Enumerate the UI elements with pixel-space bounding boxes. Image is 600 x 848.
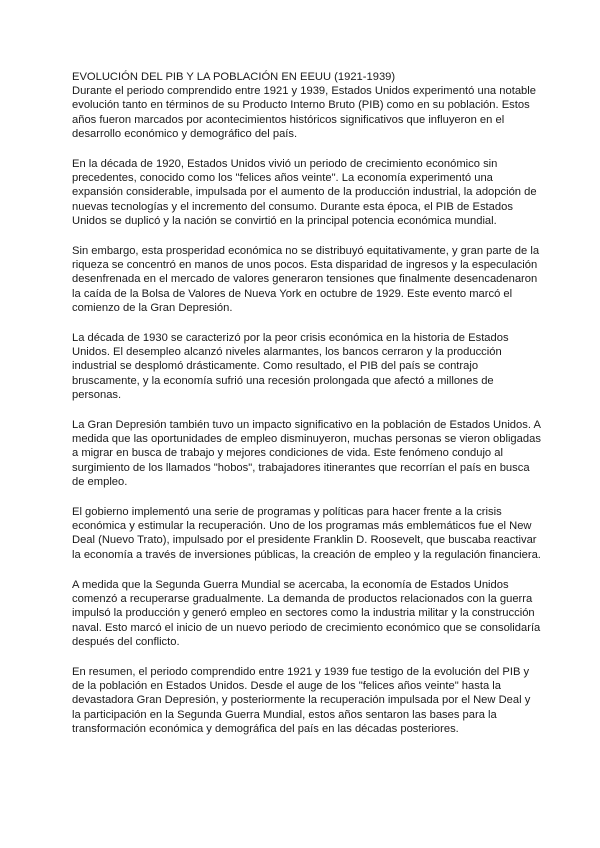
paragraph-1920s: En la década de 1920, Estados Unidos vivió un periodo de crecimiento económico sin precedentes, conocido como los "felices años veinte". La economía experimentó una expansión considerable, impulsada por el aumento de la producción industrial, la adopción de nuevas tecnologías y el incremento del consumo. Durante esta época, el PIB de Estados Unidos se duplicó y la nación se convirtió en la principal potencia económica mundial.: [72, 158, 537, 227]
paragraph-intro: Durante el periodo comprendido entre 1921 y 1939, Estados Unidos experimentó una notable evolución tanto en términos de su Producto Interno Bruto (PIB) como en su población. Estos años fueron marcados por acontecimientos históricos significativos que influyeron en el desarrollo económico y demográfico del país.: [72, 85, 536, 140]
document-title: EVOLUCIÓN DEL PIB Y LA POBLACIÓN EN EEUU (1921-1939): [72, 71, 396, 83]
paragraph-inequality: Sin embargo, esta prosperidad económica no se distribuyó equitativamente, y gran parte de la riqueza se concentró en manos de unos pocos. Esta disparidad de ingresos y la especulación desenfrenada en el mercado de valores generaron tensiones que finalmente desencadenaron la caída de la Bolsa de Valores de Nueva York en octubre de 1929. Este evento marcó el comienzo de la Gran Depresión.: [72, 245, 540, 314]
paragraph-new-deal: El gobierno implementó una serie de programas y políticas para hacer frente a la crisis económica y estimular la recuperación. Uno de los programas más emblemáticos fue el New Deal (Nuevo Trato), impulsado por el presidente Franklin D. Roosevelt, que buscaba reactivar la economía a través de inversiones públicas, la creación de empleo y la regulación financiera.: [72, 506, 541, 561]
paragraph-1930s: La década de 1930 se caracterizó por la peor crisis económica en la historia de Estados Unidos. El desempleo alcanzó niveles alarmantes, los bancos cerraron y la producción industrial se desplomó drásticamente. Como resultado, el PIB del país se contrajo bruscamente, y la economía sufrió una recesión prolongada que afectó a millones de personas.: [72, 332, 509, 401]
paragraph-population: La Gran Depresión también tuvo un impacto significativo en la población de Estados Unidos. A medida que las oportunidades de empleo disminuyeron, muchas personas se vieron obligadas a migrar en busca de trabajo y mejores condiciones de vida. Este fenómeno condujo al surgimiento de los llamados "hobos", trabajadores itinerantes que recorrían el país en busca de empleo.: [72, 419, 541, 488]
document-page: [72, 70, 542, 752]
paragraph-ww2: A medida que la Segunda Guerra Mundial se acercaba, la economía de Estados Unidos comenzó a recuperarse gradualmente. La demanda de productos relacionados con la guerra impulsó la producción y generó empleo en sectores como la industria militar y la construcción naval. Esto marcó el inicio de un nuevo periodo de crecimiento económico que se consolidaría después del conflicto.: [72, 578, 541, 648]
paragraph-summary: En resumen, el periodo comprendido entre 1921 y 1939 fue testigo de la evolución del PIB y de la población en Estados Unidos. Desde el auge de los "felices años veinte" hasta la devastadora Gran Depresión, y posteriormente la recuperación impulsada por el New Deal y la participación en la Segunda Guerra Mundial, estos años sentaron las bases para la transformación económica y demográfica del país en las décadas posteriores.: [72, 665, 531, 735]
